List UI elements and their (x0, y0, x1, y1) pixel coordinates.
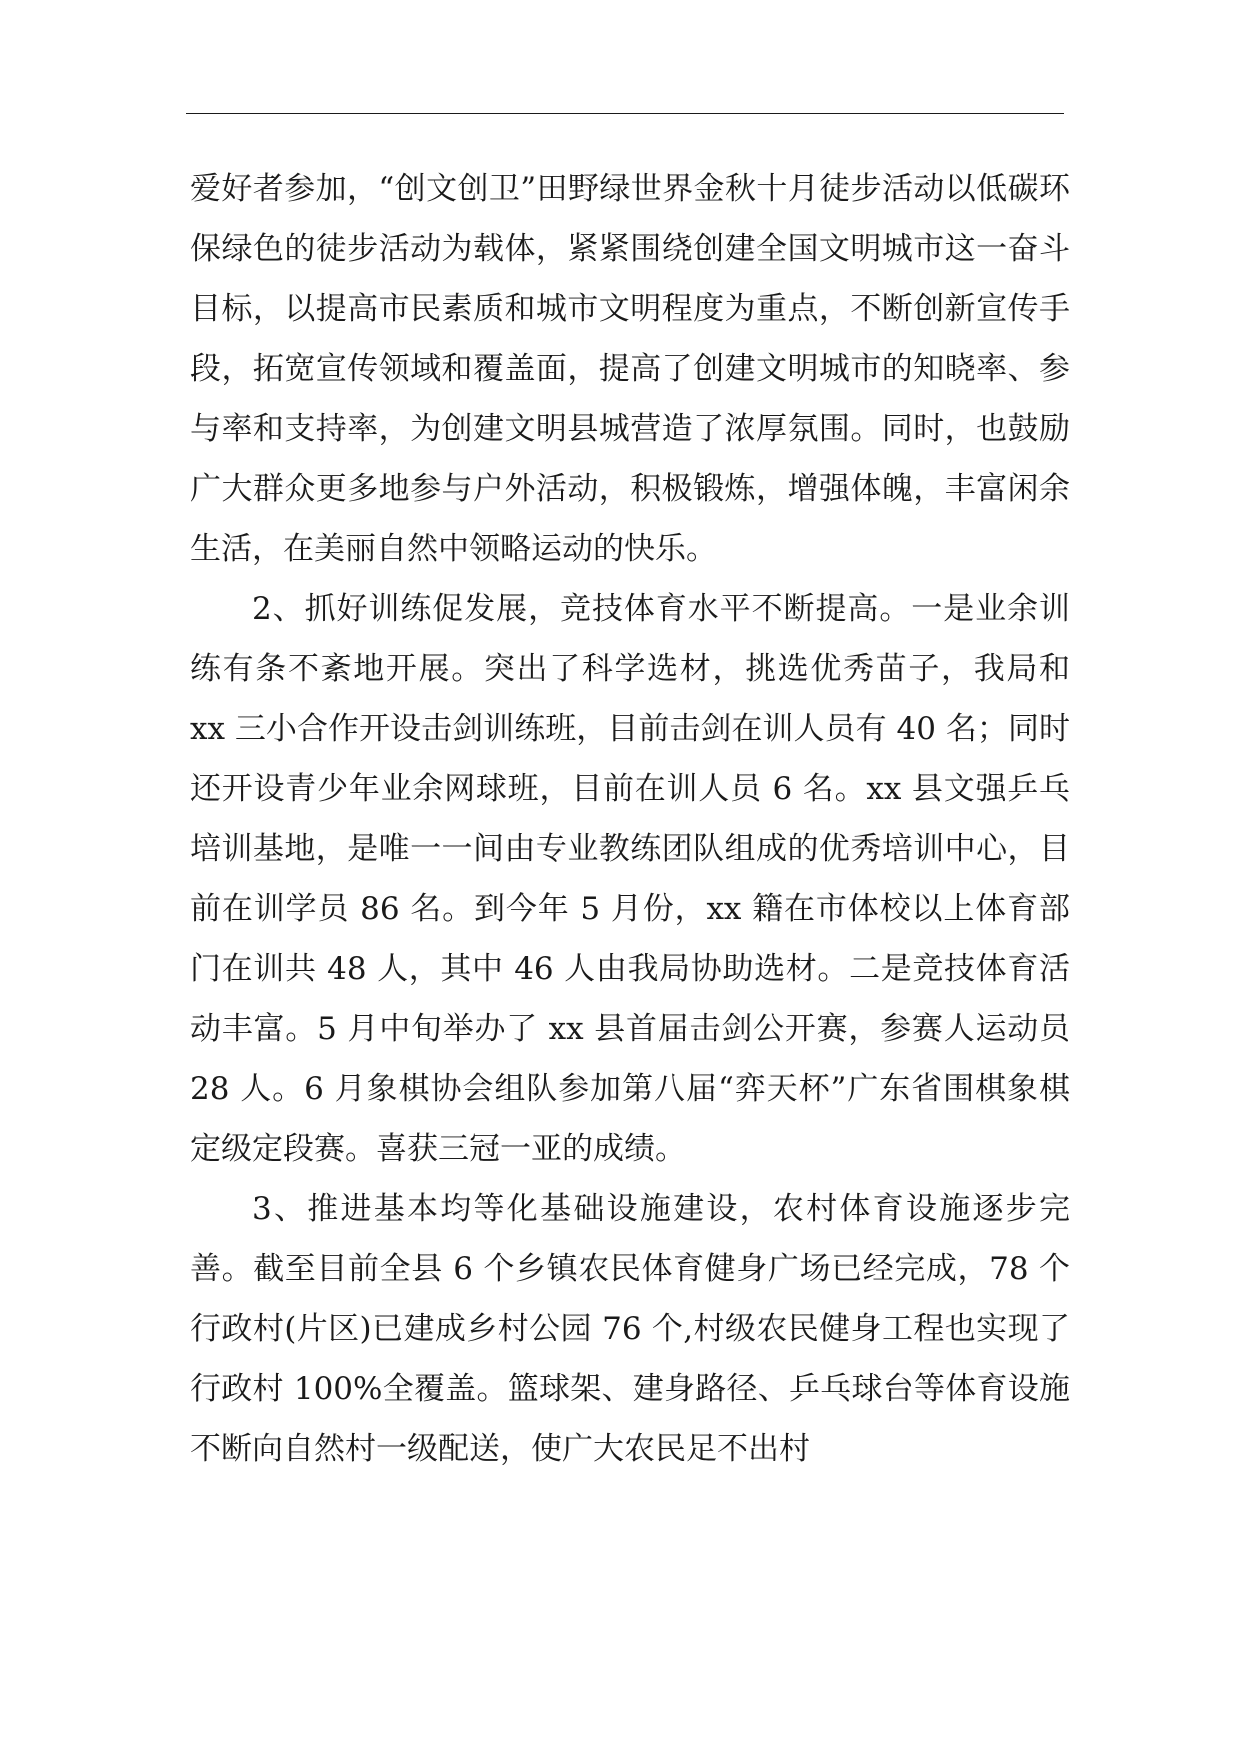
document-body (190, 159, 1070, 1479)
header-rule (186, 113, 1064, 114)
paragraph-intro: 爱好者参加，“创文创卫”田野绿世界金秋十月徒步活动以低碳环保绿色的徒步活动为载体，紧紧围绕创建全国文明城市这一奋斗目标，以提高市民素质和城市文明程度为重点，不断创新宣传手段，拓宽宣传领域和覆盖面，提高了创建文明城市的知晓率、参与率和支持率，为创建文明县城营造了浓厚氛围。同时，也鼓励广大群众更多地参与户外活动，积极锻炼，增强体魄，丰富闲余生活，在美丽自然中领略运动的快乐。 (190, 171, 1070, 567)
paragraph-facilities: 3、推进基本均等化基础设施建设，农村体育设施逐步完善。截至目前全县 6 个乡镇农民体育健身广场已经完成，78 个行政村(片区)已建成乡村公园 76 个,村级农民健身工程也实现了行政村 100%全覆盖。篮球架、建身路径、乒乓球台等体育设施不断向自然村一级配送，使广大农民足不出村 (190, 1191, 1070, 1467)
paragraph-training: 2、抓好训练促发展，竞技体育水平不断提高。一是业余训练有条不紊地开展。突出了科学选材，挑选优秀苗子，我局和 xx 三小合作开设击剑训练班，目前击剑在训人员有 40 名；同时还开设青少年业余网球班，目前在训人员 6 名。xx 县文强乒乓培训基地，是唯一一间由专业教练团队组成的优秀培训中心，目前在训学员 86 名。到今年 5 月份，xx 籍在市体校以上体育部门在训共 48 人，其中 46 人由我局协助选材。二是竞技体育活动丰富。5 月中旬举办了 xx 县首届击剑公开赛，参赛人运动员 28 人。6 月象棋协会组队参加第八届“弈天杯”广东省围棋象棋定级定段赛。喜获三冠一亚的成绩。 (190, 591, 1070, 1167)
